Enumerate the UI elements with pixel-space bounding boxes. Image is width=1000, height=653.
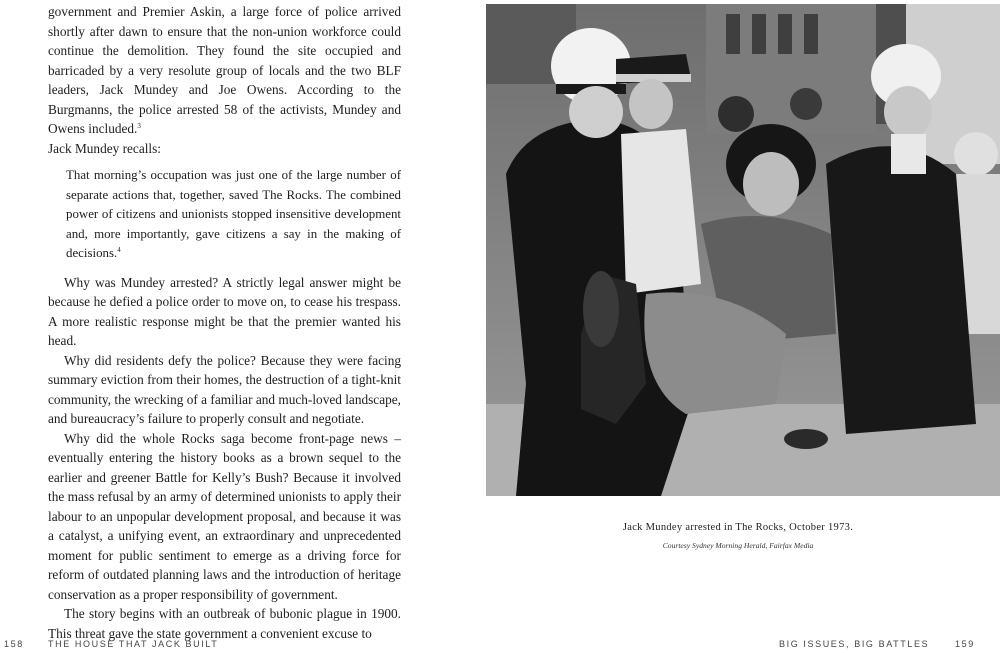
running-head-left: THE HOUSE THAT JACK BUILT [48,639,219,649]
paragraph-why-defy: Why did residents defy the police? Because they were facing summary eviction from their homes, the destruction of a tight-knit community, the wrecking of a familiar and much-loved landscape, and bureaucracy’s failure to properly consult and negotiate. [48,352,401,427]
body-text-column [48,2,401,643]
page-number-right: 159 [955,639,975,649]
right-page [500,0,1000,653]
paragraph-plague: The story begins with an outbreak of bubonic plague in 1900. This threat gave the state government a convenient excuse to [48,606,401,641]
block-quote: That morning’s occupation was just one of the large number of separate actions that, together, saved The Rocks. The combined power of citizens and unionists stopped insensitive development and, more importantly, gave citizens a say in the making of decisions.$^4$ [66,168,401,261]
running-head-right: BIG ISSUES, BIG BATTLES [779,639,930,649]
paragraph-recalls: Jack Mundey recalls: [48,140,161,156]
paragraph-front-page: Why did the whole Rocks saga become front-page news – eventually entering the history books as a brown sequel to the earlier and greener Battle for Kelly’s Bush? Because it involved the mass refusal by an army of determined unionists to apply their labour to an unpopular development proposal, and because it was a catalyst, a unifying event, an extraordinary and unprecedented moment for public sentiment to emerge as a driving force for reform of outdated planning laws and the introduction of heritage conservation as a proper responsibility of government. [48,430,401,602]
page-number-left: 158 [4,639,24,649]
paragraph-why-arrested: Why was Mundey arrested? A strictly legal answer might be because he defied a police order to move on, to cease his trespass. A more realistic response might be that the premier wanted his head. [48,274,401,349]
photo-illustration [486,4,1000,496]
footnote-marker-4: 4 [117,246,121,255]
footnote-marker-3: 3 [137,122,141,130]
photo-caption: Jack Mundey arrested in The Rocks, October 1973. [622,522,854,533]
photo-credit: Courtesy Sydney Morning Herald, Fairfax Media [662,541,814,550]
paragraph-opening: government and Premier Askin, a large force of police arrived shortly after dawn to ensure that the non-union workforce could continue the demolition. They found the site occupied and barricaded by a very resolute group of locals and the two BLF leaders, Jack Mundey and Joe Owens. According to the Burgmanns, the police arrested 58 of the activists, Mundey and Owens included.$^3$ [48,4,401,136]
arrest-photograph [486,4,1000,496]
